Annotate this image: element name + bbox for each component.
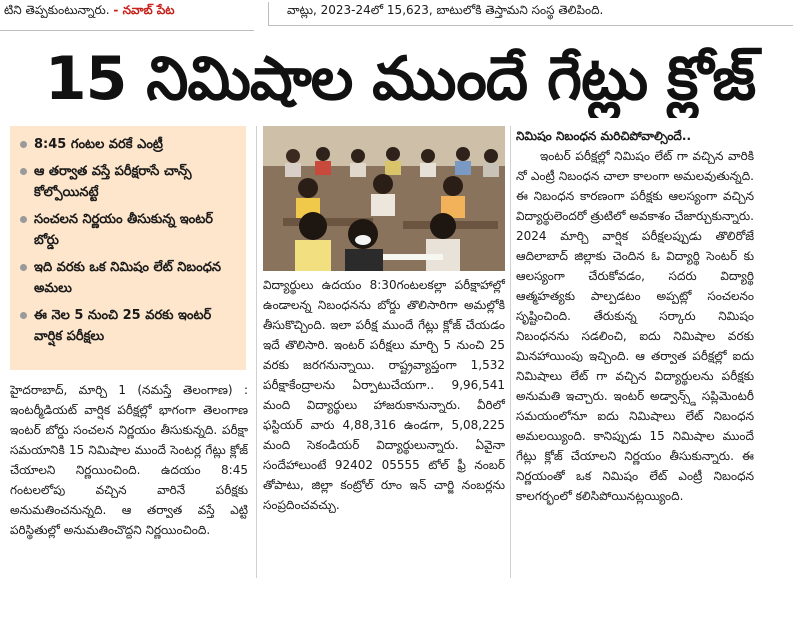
highlight-item: 8:45 గంటల వరకే ఎంట్రీ [20, 134, 238, 155]
column-divider [256, 126, 257, 578]
bullet-icon [20, 312, 27, 319]
article-column-1: హైదరాబాద్, మార్చి 1 (నమస్తే తెలంగాణ) : ఇంటర్మీడియట్ వార్షిక పరీక్షల్లో భాగంగా తెలంగాణ ఇంటర్ బోర్డు సంచలన నిర్ణయం తీసుకున్నది. పరీక్షా సమయానికి 15 నిమిషాల ముందే సెంటర్ల గేట్లు క్లోజ్ చేయాలని నిర్ణయించింది. ఉదయం 8:45 గంటలలోపు వచ్చిన వారినే పరీక్షకు అనుమతించనున్నది. ఆ తర్వాత వస్తే ఎట్టి పరిస్థితుల్లో అనుమతించొద్దని నిర్ణయించింది. [10, 383, 248, 537]
bullet-icon [20, 141, 27, 148]
bullet-icon [20, 168, 27, 175]
column-divider [510, 126, 511, 578]
previous-article-tail [4, 2, 254, 18]
highlight-item: ఇది వరకు ఒక నిమిషం లేట్ నిబంధన అమలు [20, 257, 238, 299]
headline: 15 నిమిషాల ముందే గేట్లు క్లోజ్ [44, 44, 756, 114]
previous-article-strip [0, 0, 800, 30]
article-column-3 [516, 126, 754, 506]
article-column-3-body: ఇంటర్ పరీక్షల్లో నిమిషం లేట్ గా వచ్చిన వారికి నో ఎంట్రీ నిబంధన చాలా కాలంగా అమలవుతున్నది. ఈ నిబంధన కారణంగా పరీక్షకు ఆలస్యంగా వచ్చిన విద్యార్థులెందరో త్రుటిలో అవకాశం చేజార్చుకున్నారు. 2024 మార్చి వార్షిక పరీక్షలప్పుడు తొలిరోజే ఆదిలాబాద్ జిల్లాకు చెందిన ఓ విద్యార్థి సెంటర్ కు ఆలస్యంగా చేరుకోవడం, సదరు విద్యార్థి ఆత్మహత్యకు పాల్పడటం అప్పట్లో సంచలనం సృష్టించింది. తేరుకున్న సర్కారు నిమిషం నిబంధనను సడలించి, ఐదు నిమిషాల వరకు మినహాయింపు ఇచ్చింది. ఆ తర్వాత పరీక్షల్లో ఐదు నిమిషాలు లేట్ గా వచ్చిన విద్యార్థులను పరీక్షకు అనుమతి ఇచ్చారు. ఇంటర్ అడ్వాన్స్డ్ సప్లిమెంటరీ సమయంలోనూ ఐదు నిమిషాలు లేట్ నిబంధన అమలయ్యింది. కానిప్పుడు 15 నిమిషాల ముందే గేట్లు క్లోజ్ చేయాలని నిర్ణయం తీసుకున్నారు. ఈ నిర్ణయంతో ఒక నిమిషం లేట్ ఎంట్రీ నిబంధన కాలగర్భంలో కలిసిపోయినట్లయ్యింది. [516, 149, 754, 503]
dateline-place: - నవాబ్ పేట [113, 3, 175, 17]
top-divider [0, 30, 254, 31]
exam-hall-photo [263, 126, 505, 271]
adjacent-article-tail: వాట్లు, 2023-24లో 15,623, బాటులోకి తెస్తామని సంస్థ తెలిపింది. [268, 2, 793, 26]
bullet-icon [20, 216, 27, 223]
previous-article-text: టిని తెప్పకుంటున్నారు. [4, 3, 110, 17]
highlight-item: ఈ నెల 5 నుంచి 25 వరకు ఇంటర్ వార్షిక పరీక్షలు [20, 305, 238, 347]
bullet-icon [20, 264, 27, 271]
highlights-box [10, 126, 246, 370]
highlight-item: ఆ తర్వాత వస్తే పరీక్షరాసే చాన్స్ కోల్పోయినట్టే [20, 161, 238, 203]
highlight-item: సంచలన నిర్ణయం తీసుకున్న ఇంటర్ బోర్డు [20, 209, 238, 251]
subheading: నిమిషం నిబంధన మరిచిపోవాల్సిందే.. [516, 129, 691, 143]
article-column-2: విద్యార్థులు ఉదయం 8:30గంటలకల్లా పరీక్షాహాల్లో ఉండాలన్న నిబంధనను బోర్డు తొలిసారిగా అమల్లోకి తీసుకొచ్చింది. ఇలా పరీక్ష ముందే గేట్లు క్లోజ్ చేయడం ఇదే తొలిసారి. ఇంటర్ పరీక్షలు మార్చి 5 నుంచి 25 వరకు జరగనున్నాయి. రాష్ట్రవ్యాప్తంగా 1,532 పరీక్షాకేంద్రాలను ఏర్పాటుచేయగా.. 9,96,541 మంది విద్యార్థులు హాజరుకానున్నారు. వీరిలో ఫస్టియర్ వారు 4,88,316 ఉండగా, 5,08,225 మంది సెకండియర్ విద్యార్థులున్నారు. ఏవైనా సందేహాలుంటే 92402 05555 టోల్ ఫ్రీ నంబర్ తోపాటు, జిల్లా కంట్రోల్ రూం ఇన్ చార్జి నంబర్లను సంప్రదించవచ్చు. [263, 278, 505, 512]
